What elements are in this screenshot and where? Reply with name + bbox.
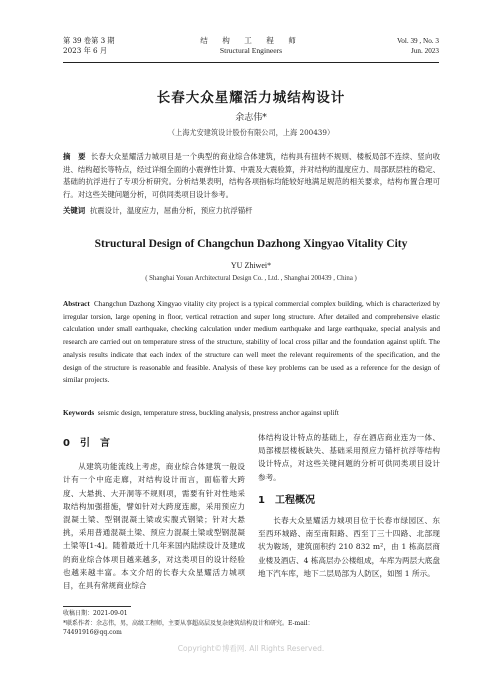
abstract-en-text: Changchun Dazhong Xingyao vitality city project is a typical commercial complex building, which is characterized by irregular torsion, large opening in floor, vertical retraction and super long structure. After detailed and comprehensive elastic calculation under small earthquake, checking calculation under medium earthquake and large earthquake, special analysis and research are carried out on temperature stress of the structure, stability of local cross pillar and the foundation against uplift. The analysis results indicate that each index of the structure can well meet the relevant requirements of the specification, and the design of the structure is reasonable and feasible. Analysis of these key problems can be used as a reference for the design of similar projects.	[63, 300, 441, 385]
journal-name-zh: 结 构 工 程 师	[200, 36, 302, 45]
volume-en: Vol. 39 , No. 3	[397, 37, 439, 45]
received-date: 收稿日期：2021-09-01	[63, 610, 128, 617]
affiliation-en: ( Shanghai Youan Architectural Design Co. , Ltd. , Shanghai 200439 , China )	[145, 275, 357, 282]
abstract-en	[63, 298, 440, 387]
abstract-zh-text: 长春大众星耀活力城项目是一个典型的商业综合体建筑，结构具有扭转不规则、楼板局部不连续、竖向收进、结构超长等特点，经过详细全面的小震弹性计算、中震及大震验算，并对结构的温度应力、局部跃层柱的稳定、基础的抗浮进行了专项分析研究。分析结果表明，结构各项指标均能较好地满足规范的相关要求，结构布置合理可行。对这些关键问题分析，可供同类项目设计参考。	[63, 152, 440, 199]
article-title-en: Structural Design of Changchun Dazhong Xingyao Vitality City	[94, 238, 408, 250]
issue-info-en	[397, 36, 439, 56]
date-en: Jun. 2023	[411, 47, 439, 55]
section-0-paragraph: 从建筑功能流线上考虑，商业综合体建筑一般设计有一个中庭走廊，对结构设计而言，面临着大跨度、大悬挑、大开洞等不规则项，需要有针对性地采取结构加强措施，譬如针对大跨度连廊，采用预应力混凝土梁、型钢混凝土梁或实腹式钢梁；针对大悬挑，采用普通混凝土梁、预应力混凝土梁或型钢混凝土梁等[1-4]。随着最近十几年来国内陆续设计及建成的商业综合体项目越来越多，对这类项目的设计经验也越来越丰富。本文介绍的长春大众星耀活力城项目，在具有常规商业综合	[63, 462, 245, 591]
left-column	[63, 437, 245, 592]
abstract-zh-label: 摘 要	[63, 152, 86, 161]
right-column	[258, 431, 440, 580]
abstract-zh	[63, 151, 440, 201]
continued-paragraph: 体结构设计特点的基础上，存在酒店商业连为一体、局部楼层楼板缺失、基础采用预应力锚杆抗浮等结构设计特点，对这些关键问题的分析可供同类项目设计参考。	[258, 433, 440, 482]
author-en: YU Zhiwei*	[230, 261, 272, 270]
date-zh: 2023 年 6 月	[63, 46, 108, 55]
abstract-en-label: Abstract	[63, 300, 90, 308]
section-0-heading: 0 引 言	[63, 438, 110, 449]
section-1-paragraph: 长春大众星耀活力城项目位于长春市绿园区、东至西环城路、南至南阳路、西至丁三十四路、北部现状为鞍场，建筑面积约 210 832 m²，由 1 栋高层商业楼及酒店、4 栋高层办公楼组成，车库为两层大底盘地下汽车库，地下二层局部为人防区，如图 1 所示。	[258, 516, 440, 578]
section-1-heading: 1 工程概况	[258, 494, 315, 506]
keywords-en	[63, 407, 440, 420]
keywords-zh	[63, 205, 440, 218]
affiliation-zh: （上海尤安建筑设计股份有限公司，上海 200439）	[167, 128, 335, 137]
article-title-zh: 长春大众星耀活力城结构设计	[156, 90, 346, 106]
header-rule	[63, 62, 439, 63]
journal-name-en: Structural Engineers	[219, 46, 283, 55]
footnote-rule	[63, 606, 131, 607]
keywords-zh-text: 抗震设计，温度应力，屈曲分析，预应力抗浮锚杆	[89, 206, 253, 215]
keywords-en-text: seismic design, temperature stress, buckling analysis, prestress anchor against uplift	[97, 409, 339, 417]
author-zh: 余志伟*	[235, 113, 267, 123]
keywords-en-label: Keywords	[63, 409, 95, 417]
keywords-zh-label: 关键词	[63, 206, 86, 215]
volume-zh: 第 39 卷第 3 期	[63, 36, 115, 45]
copyright-watermark: Copyright©博看网. All Rights Reserved.	[177, 644, 325, 653]
author-footnote: *联系作者：余志伟，男，高级工程师，主要从事超高层及复杂建筑结构设计和研究。E-mail：74491916@qq.com	[63, 620, 314, 636]
